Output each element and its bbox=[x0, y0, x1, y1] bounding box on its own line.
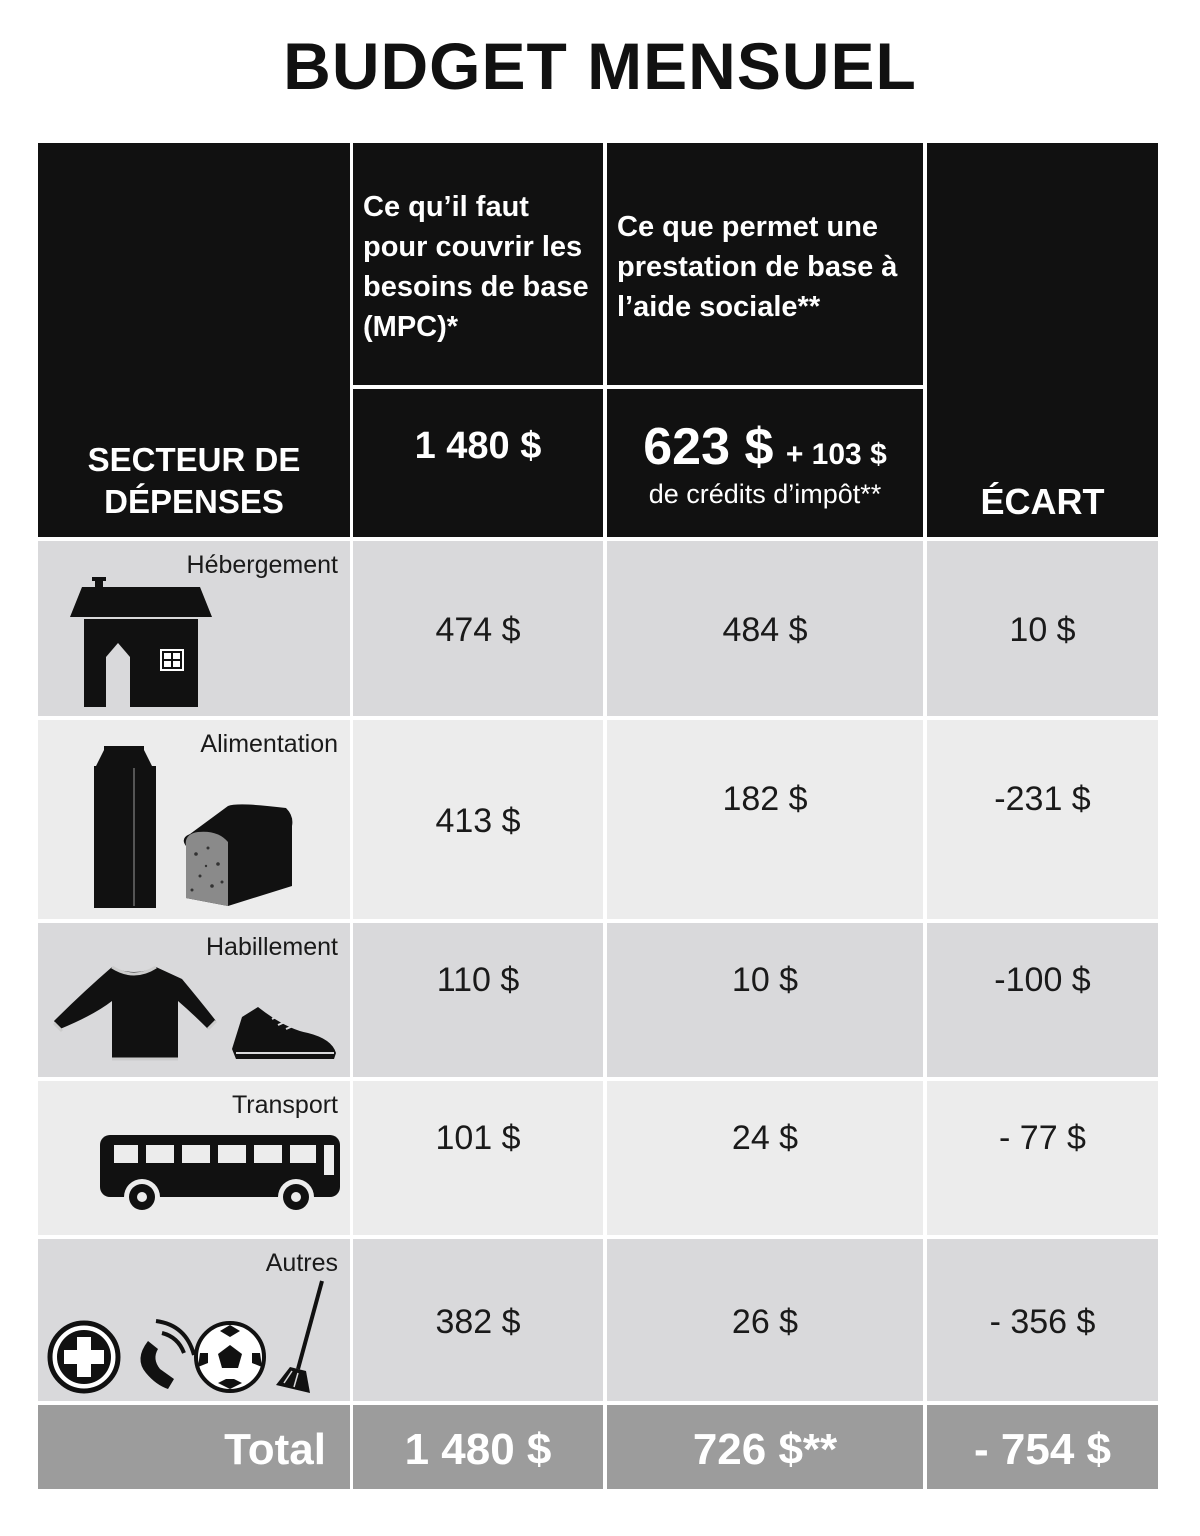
total-aide-cell bbox=[607, 1405, 923, 1489]
house-icon bbox=[68, 577, 218, 707]
header-mpc-line1: Ce qu’il faut bbox=[363, 191, 529, 223]
header-aide-amount-cell bbox=[607, 389, 923, 537]
row-alimentation-mpc bbox=[353, 720, 603, 919]
row-habillement-ecart bbox=[927, 923, 1158, 1077]
header-aide-cell bbox=[607, 143, 923, 385]
header-mpc-amount-cell bbox=[353, 389, 603, 537]
header-aide-line2: prestation de base à bbox=[617, 251, 898, 283]
aide-value: 10 $ bbox=[731, 961, 799, 999]
row-alimentation-sector bbox=[38, 720, 350, 919]
row-transport-mpc bbox=[353, 1081, 603, 1235]
row-habillement-aide bbox=[607, 923, 923, 1077]
mpc-value: 110 $ bbox=[436, 961, 520, 999]
sector-label: Hébergement bbox=[186, 551, 338, 579]
header-aide-credits: de crédits d’impôt** bbox=[648, 479, 882, 509]
mpc-value: 474 $ bbox=[435, 611, 521, 649]
health-cross-icon bbox=[50, 1323, 118, 1391]
mpc-value: 382 $ bbox=[435, 1303, 521, 1341]
row-hebergement-sector bbox=[38, 541, 350, 716]
bus-icon bbox=[98, 1133, 348, 1223]
row-habillement-sector bbox=[38, 923, 350, 1077]
ecart-value: - 77 $ bbox=[999, 1119, 1086, 1157]
sector-label: Alimentation bbox=[200, 730, 338, 758]
row-transport-sector bbox=[38, 1081, 350, 1235]
header-aide-amount: 623 $ bbox=[643, 418, 774, 476]
ecart-value: - 356 $ bbox=[989, 1303, 1096, 1341]
header-ecart-label: ÉCART bbox=[980, 481, 1105, 522]
aide-value: 484 $ bbox=[722, 611, 808, 649]
row-autres-sector bbox=[38, 1239, 350, 1401]
total-aide: 726 $** bbox=[692, 1425, 838, 1474]
total-label: Total bbox=[224, 1425, 326, 1474]
milk-bread-icon bbox=[88, 746, 308, 911]
header-mpc-line3: besoins de base bbox=[363, 271, 589, 303]
total-mpc: 1 480 $ bbox=[404, 1425, 552, 1474]
total-label-cell bbox=[38, 1405, 350, 1489]
total-mpc-cell bbox=[353, 1405, 603, 1489]
sector-label: Transport bbox=[231, 1091, 338, 1119]
row-autres-mpc bbox=[353, 1239, 603, 1401]
page-title: BUDGET MENSUEL bbox=[283, 29, 917, 103]
total-ecart: - 754 $ bbox=[974, 1425, 1111, 1474]
ecart-value: 10 $ bbox=[1009, 611, 1076, 649]
sector-label: Habillement bbox=[205, 933, 338, 961]
row-alimentation-aide bbox=[607, 720, 923, 919]
aide-value: 182 $ bbox=[722, 780, 808, 818]
total-ecart-cell bbox=[927, 1405, 1158, 1489]
sweater-shoe-icon bbox=[46, 963, 346, 1073]
broom-icon bbox=[276, 1281, 322, 1393]
header-aide-line3: l’aide sociale** bbox=[617, 291, 821, 323]
row-hebergement-ecart bbox=[927, 541, 1158, 716]
row-autres-aide bbox=[607, 1239, 923, 1401]
header-ecart-cell bbox=[927, 143, 1158, 537]
mpc-value: 101 $ bbox=[435, 1119, 521, 1157]
header-mpc-amount: 1 480 $ bbox=[414, 425, 542, 467]
header-aide-line1: Ce que permet une bbox=[617, 211, 879, 243]
header-mpc-line4: (MPC)* bbox=[363, 311, 459, 343]
row-hebergement-aide bbox=[607, 541, 923, 716]
misc-icons bbox=[44, 1275, 344, 1400]
row-habillement-mpc bbox=[353, 923, 603, 1077]
aide-value: 24 $ bbox=[731, 1119, 799, 1157]
row-transport-ecart bbox=[927, 1081, 1158, 1235]
aide-value: 26 $ bbox=[731, 1303, 799, 1341]
header-sector-label: SECTEUR DE DÉPENSES bbox=[87, 441, 301, 520]
header-sector-cell bbox=[38, 143, 350, 537]
ecart-value: -100 $ bbox=[994, 961, 1091, 999]
row-alimentation-ecart bbox=[927, 720, 1158, 919]
soccer-ball-icon bbox=[196, 1323, 264, 1391]
header-mpc-cell bbox=[353, 143, 603, 385]
ecart-value: -231 $ bbox=[994, 780, 1091, 818]
mpc-value: 413 $ bbox=[435, 802, 521, 840]
row-autres-ecart bbox=[927, 1239, 1158, 1401]
header-mpc-line2: pour couvrir les bbox=[363, 231, 583, 263]
sector-label: Autres bbox=[265, 1249, 338, 1277]
row-hebergement-mpc bbox=[353, 541, 603, 716]
header-aide-extra: + 103 $ bbox=[785, 438, 887, 471]
row-transport-aide bbox=[607, 1081, 923, 1235]
phone-icon bbox=[140, 1321, 194, 1389]
